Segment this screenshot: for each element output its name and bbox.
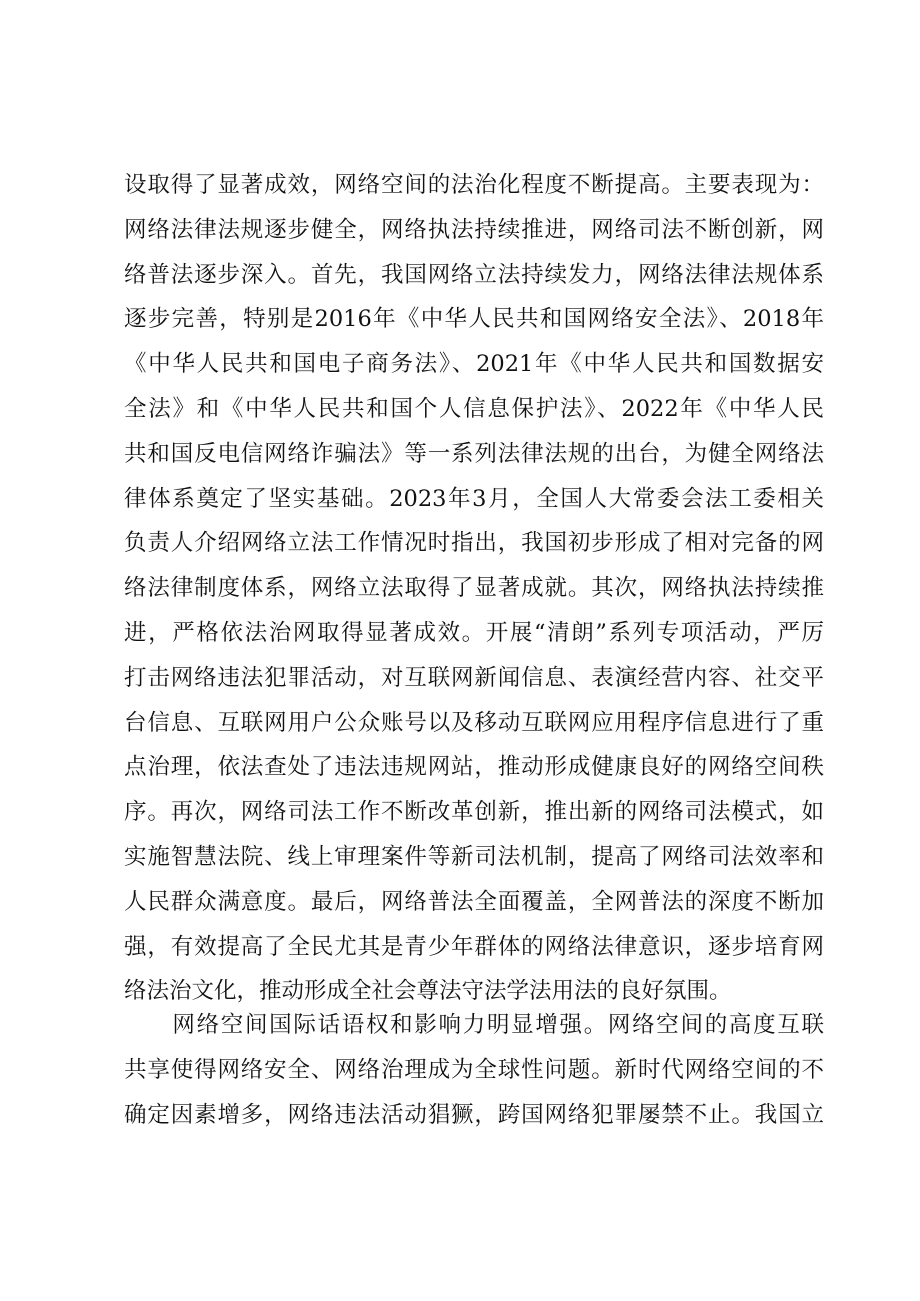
text-line: 全法》和《中华人民共和国个人信息保护法》、2022年《中华人民 <box>124 395 824 422</box>
paragraph-2 <box>124 1003 824 1137</box>
text-line: 负责人介绍网络立法工作情况时指出，我国初步形成了相对完备的网 <box>124 530 824 557</box>
text-line: 《中华人民共和国电子商务法》、2021年《中华人民共和国数据安 <box>124 351 824 378</box>
text-line: 人民群众满意度。最后，网络普法全面覆盖，全网普法的深度不断加 <box>124 888 824 915</box>
text-line: 络法治文化，推动形成全社会尊法守法学法用法的良好氛围。 <box>124 978 732 1005</box>
text-line: 律体系奠定了坚实基础。2023年3月，全国人大常委会法工委相关 <box>124 485 824 512</box>
text-line: 共和国反电信网络诈骗法》等一系列法律法规的出台，为健全网络法 <box>124 440 824 467</box>
text-line: 实施智慧法院、线上审理案件等新司法机制，提高了网络司法效率和 <box>124 843 824 870</box>
text-line: 打击网络违法犯罪活动，对互联网新闻信息、表演经营内容、社交平 <box>124 664 824 691</box>
text-line: 网络法律法规逐步健全，网络执法持续推进，网络司法不断创新，网 <box>124 216 824 243</box>
paragraph-1 <box>124 163 824 1014</box>
text-line: 进，严格依法治网取得显著成效。开展“清朗”系列专项活动，严厉 <box>124 619 824 646</box>
text-line: 强，有效提高了全民尤其是青少年群体的网络法律意识，逐步培育网 <box>124 933 824 960</box>
text-line: 序。再次，网络司法工作不断改革创新，推出新的网络司法模式，如 <box>124 799 824 826</box>
text-line: 络普法逐步深入。首先，我国网络立法持续发力，网络法律法规体系 <box>124 261 824 288</box>
text-line: 台信息、互联网用户公众账号以及移动互联网应用程序信息进行了重 <box>124 709 824 736</box>
text-line: 共享使得网络安全、网络治理成为全球性问题。新时代网络空间的不 <box>124 1056 824 1083</box>
text-line: 网络空间国际话语权和影响力明显增强。网络空间的高度互联 <box>124 1012 824 1038</box>
text-line: 确定因素增多，网络违法活动猖獗，跨国网络犯罪屡禁不止。我国立 <box>124 1101 824 1128</box>
text-line: 设取得了显著成效，网络空间的法治化程度不断提高。主要表现为： <box>124 172 824 198</box>
text-line: 点治理，依法查处了违法违规网站，推动形成健康良好的网络空间秩 <box>124 754 824 781</box>
text-line: 逐步完善，特别是2016年《中华人民共和国网络安全法》、2018年 <box>124 306 824 333</box>
text-line: 络法律制度体系，网络立法取得了显著成就。其次，网络执法持续推 <box>124 575 824 602</box>
